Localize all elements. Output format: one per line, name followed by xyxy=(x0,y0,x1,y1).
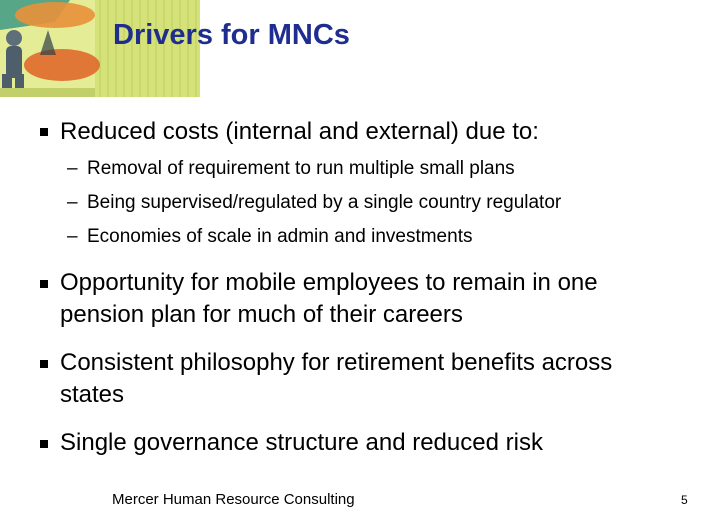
bullet-text-line: Single governance structure and reduced risk xyxy=(60,429,543,456)
page-number: 5 xyxy=(681,493,688,507)
bullet-text-line: pension plan for much of their careers xyxy=(60,301,463,328)
footer-company: Mercer Human Resource Consulting xyxy=(112,491,355,508)
dash-bullet-icon: – xyxy=(67,158,78,179)
bullet-text-line: Opportunity for mobile employees to remain in one xyxy=(60,269,598,296)
sub-bullet-text: Being supervised/regulated by a single country regulator xyxy=(87,192,562,213)
slide-title: Drivers for MNCs xyxy=(113,19,350,51)
sub-bullet-text: Economies of scale in admin and investments xyxy=(87,226,473,247)
square-bullet-icon xyxy=(40,128,48,136)
square-bullet-icon xyxy=(40,280,48,288)
bullet-text: Reduced costs (internal and external) due to: xyxy=(60,118,539,145)
sub-bullet-text: Removal of requirement to run multiple small plans xyxy=(87,158,515,179)
bullet-text-line: states xyxy=(60,381,125,408)
square-bullet-icon xyxy=(40,360,48,368)
square-bullet-icon xyxy=(40,440,48,448)
dash-bullet-icon: – xyxy=(67,192,78,213)
bullet-text-line: Consistent philosophy for retirement benefits across xyxy=(60,349,613,376)
dash-bullet-icon: – xyxy=(67,226,78,247)
